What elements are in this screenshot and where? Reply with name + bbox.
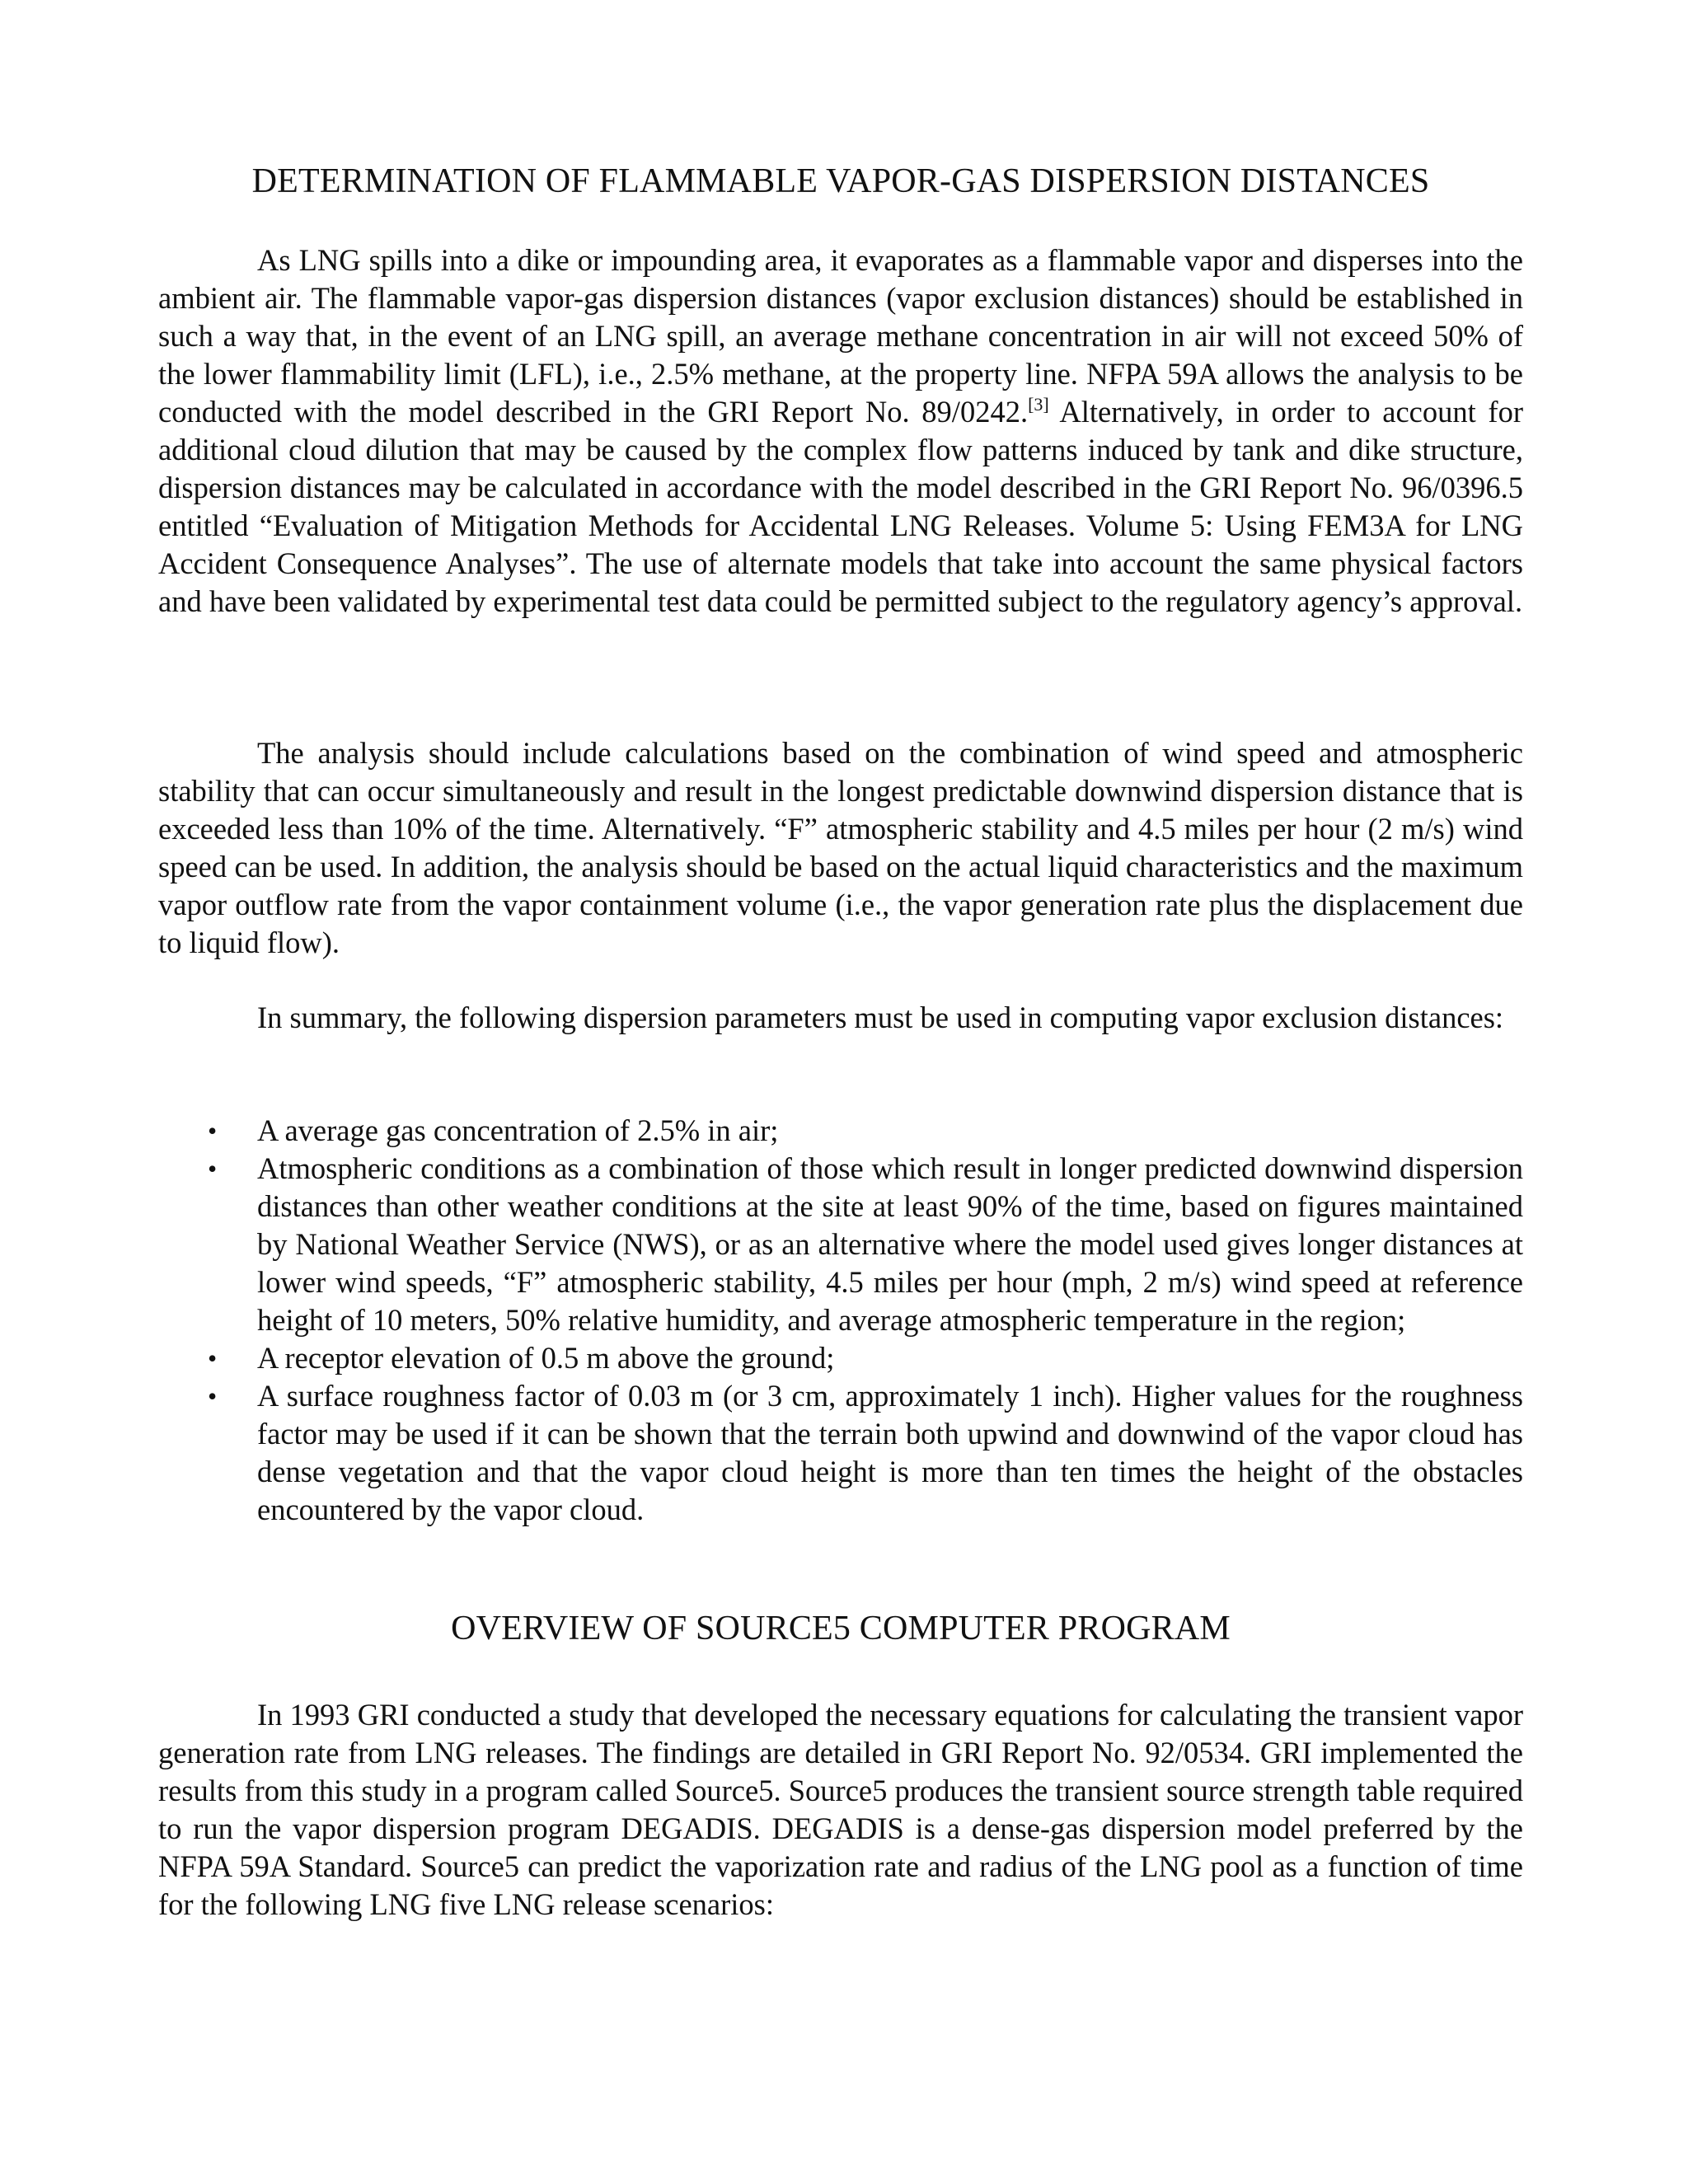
bullet-icon: • — [208, 1154, 218, 1183]
bullet-icon: • — [208, 1381, 218, 1411]
paragraph-text: As LNG spills into a dike or impounding area, it evaporates as a flammable vapor and disperses into the ambient air. The flammable vapor-gas dispersion distances (vapor exclusion distances) should be established in such a way that, in the event of an LNG spill, an average methane concentration in air will not exceed 50% of the lower flammability limit (LFL), i.e., 2.5% methane, at the property line. NFPA 59A allows the analysis to be conducted with the model described in the GRI Report No. 89/0242. — [158, 243, 1523, 429]
list-item — [158, 1150, 1523, 1339]
list-item — [158, 1112, 1523, 1150]
reference-marker: [3] — [1028, 394, 1049, 415]
bullet-icon: • — [208, 1116, 218, 1146]
section-title-source5-overview: OVERVIEW OF SOURCE5 COMPUTER PROGRAM — [451, 1610, 1231, 1647]
paragraph-text: Alternatively, in order to account for additional cloud dilution that may be caused by the complex flow patterns induced by tank and dike structure, dispersion distances may be calculated in accordance with the model described in the GRI Report No. 96/0396.5 entitled “Evaluation of Mitigation Methods for Accidental LNG Releases. Volume 5: Using FEM3A for LNG Accident Consequence Analyses”. The use of alternate models that take into account the same physical factors and have been validated by experimental test data could be permitted subject to the regulatory agency’s approval. — [158, 395, 1523, 618]
paragraph-lng-spill-dispersion — [158, 241, 1523, 621]
dispersion-parameters-list — [158, 1112, 1523, 1529]
list-item-text: A surface roughness factor of 0.03 m (or 3 cm, approximately 1 inch). Higher values for the roughness factor may be used if it can be shown that the terrain both upwind and downwind of the vapor cloud has dense vegetation and that the vapor cloud height is more than ten times the height of the obstacles encountered by the vapor cloud. — [257, 1379, 1523, 1526]
list-item-text: A average gas concentration of 2.5% in air; — [257, 1113, 779, 1147]
paragraph-source5-program: In 1993 GRI conducted a study that developed the necessary equations for calculating the transient vapor generation rate from LNG releases. The findings are detailed in GRI Report No. 92/0534. GRI implemented the results from this study in a program called Source5. Source5 produces the transient source strength table required to run the vapor dispersion program DEGADIS. DEGADIS is a dense-gas dispersion model preferred by the NFPA 59A Standard. Source5 can predict the vaporization rate and radius of the LNG pool as a function of time for the following LNG five LNG release scenarios: — [158, 1698, 1523, 1921]
section-title-dispersion-distances: DETERMINATION OF FLAMMABLE VAPOR-GAS DISPERSION DISTANCES — [251, 162, 1430, 200]
list-item-text: A receptor elevation of 0.5 m above the ground; — [257, 1341, 835, 1375]
paragraph-summary-intro: In summary, the following dispersion parameters must be used in computing vapor exclusion distances: — [257, 1001, 1504, 1034]
bullet-icon: • — [208, 1343, 218, 1373]
list-item-text: Atmospheric conditions as a combination of those which result in longer predicted downwind dispersion distances than other weather conditions at the site at least 90% of the time, based on figures maintained by National Weather Service (NWS), or as an alternative where the model used gives longer distances at lower wind speeds, “F” atmospheric stability, 4.5 miles per hour (mph, 2 m/s) wind speed at reference height of 10 meters, 50% relative humidity, and average atmospheric temperature in the region; — [257, 1151, 1523, 1337]
list-item — [158, 1377, 1523, 1529]
paragraph-analysis-wind-stability: The analysis should include calculations based on the combination of wind speed and atmospheric stability that can occur simultaneously and result in the longest predictable downwind dispersion distance that is exceeded less than 10% of the time. Alternatively. “F” atmospheric stability and 4.5 miles per hour (2 m/s) wind speed can be used. In addition, the analysis should be based on the actual liquid characteristics and the maximum vapor outflow rate from the vapor containment volume (i.e., the vapor generation rate plus the displacement due to liquid flow). — [158, 736, 1523, 959]
list-item — [158, 1339, 1523, 1377]
